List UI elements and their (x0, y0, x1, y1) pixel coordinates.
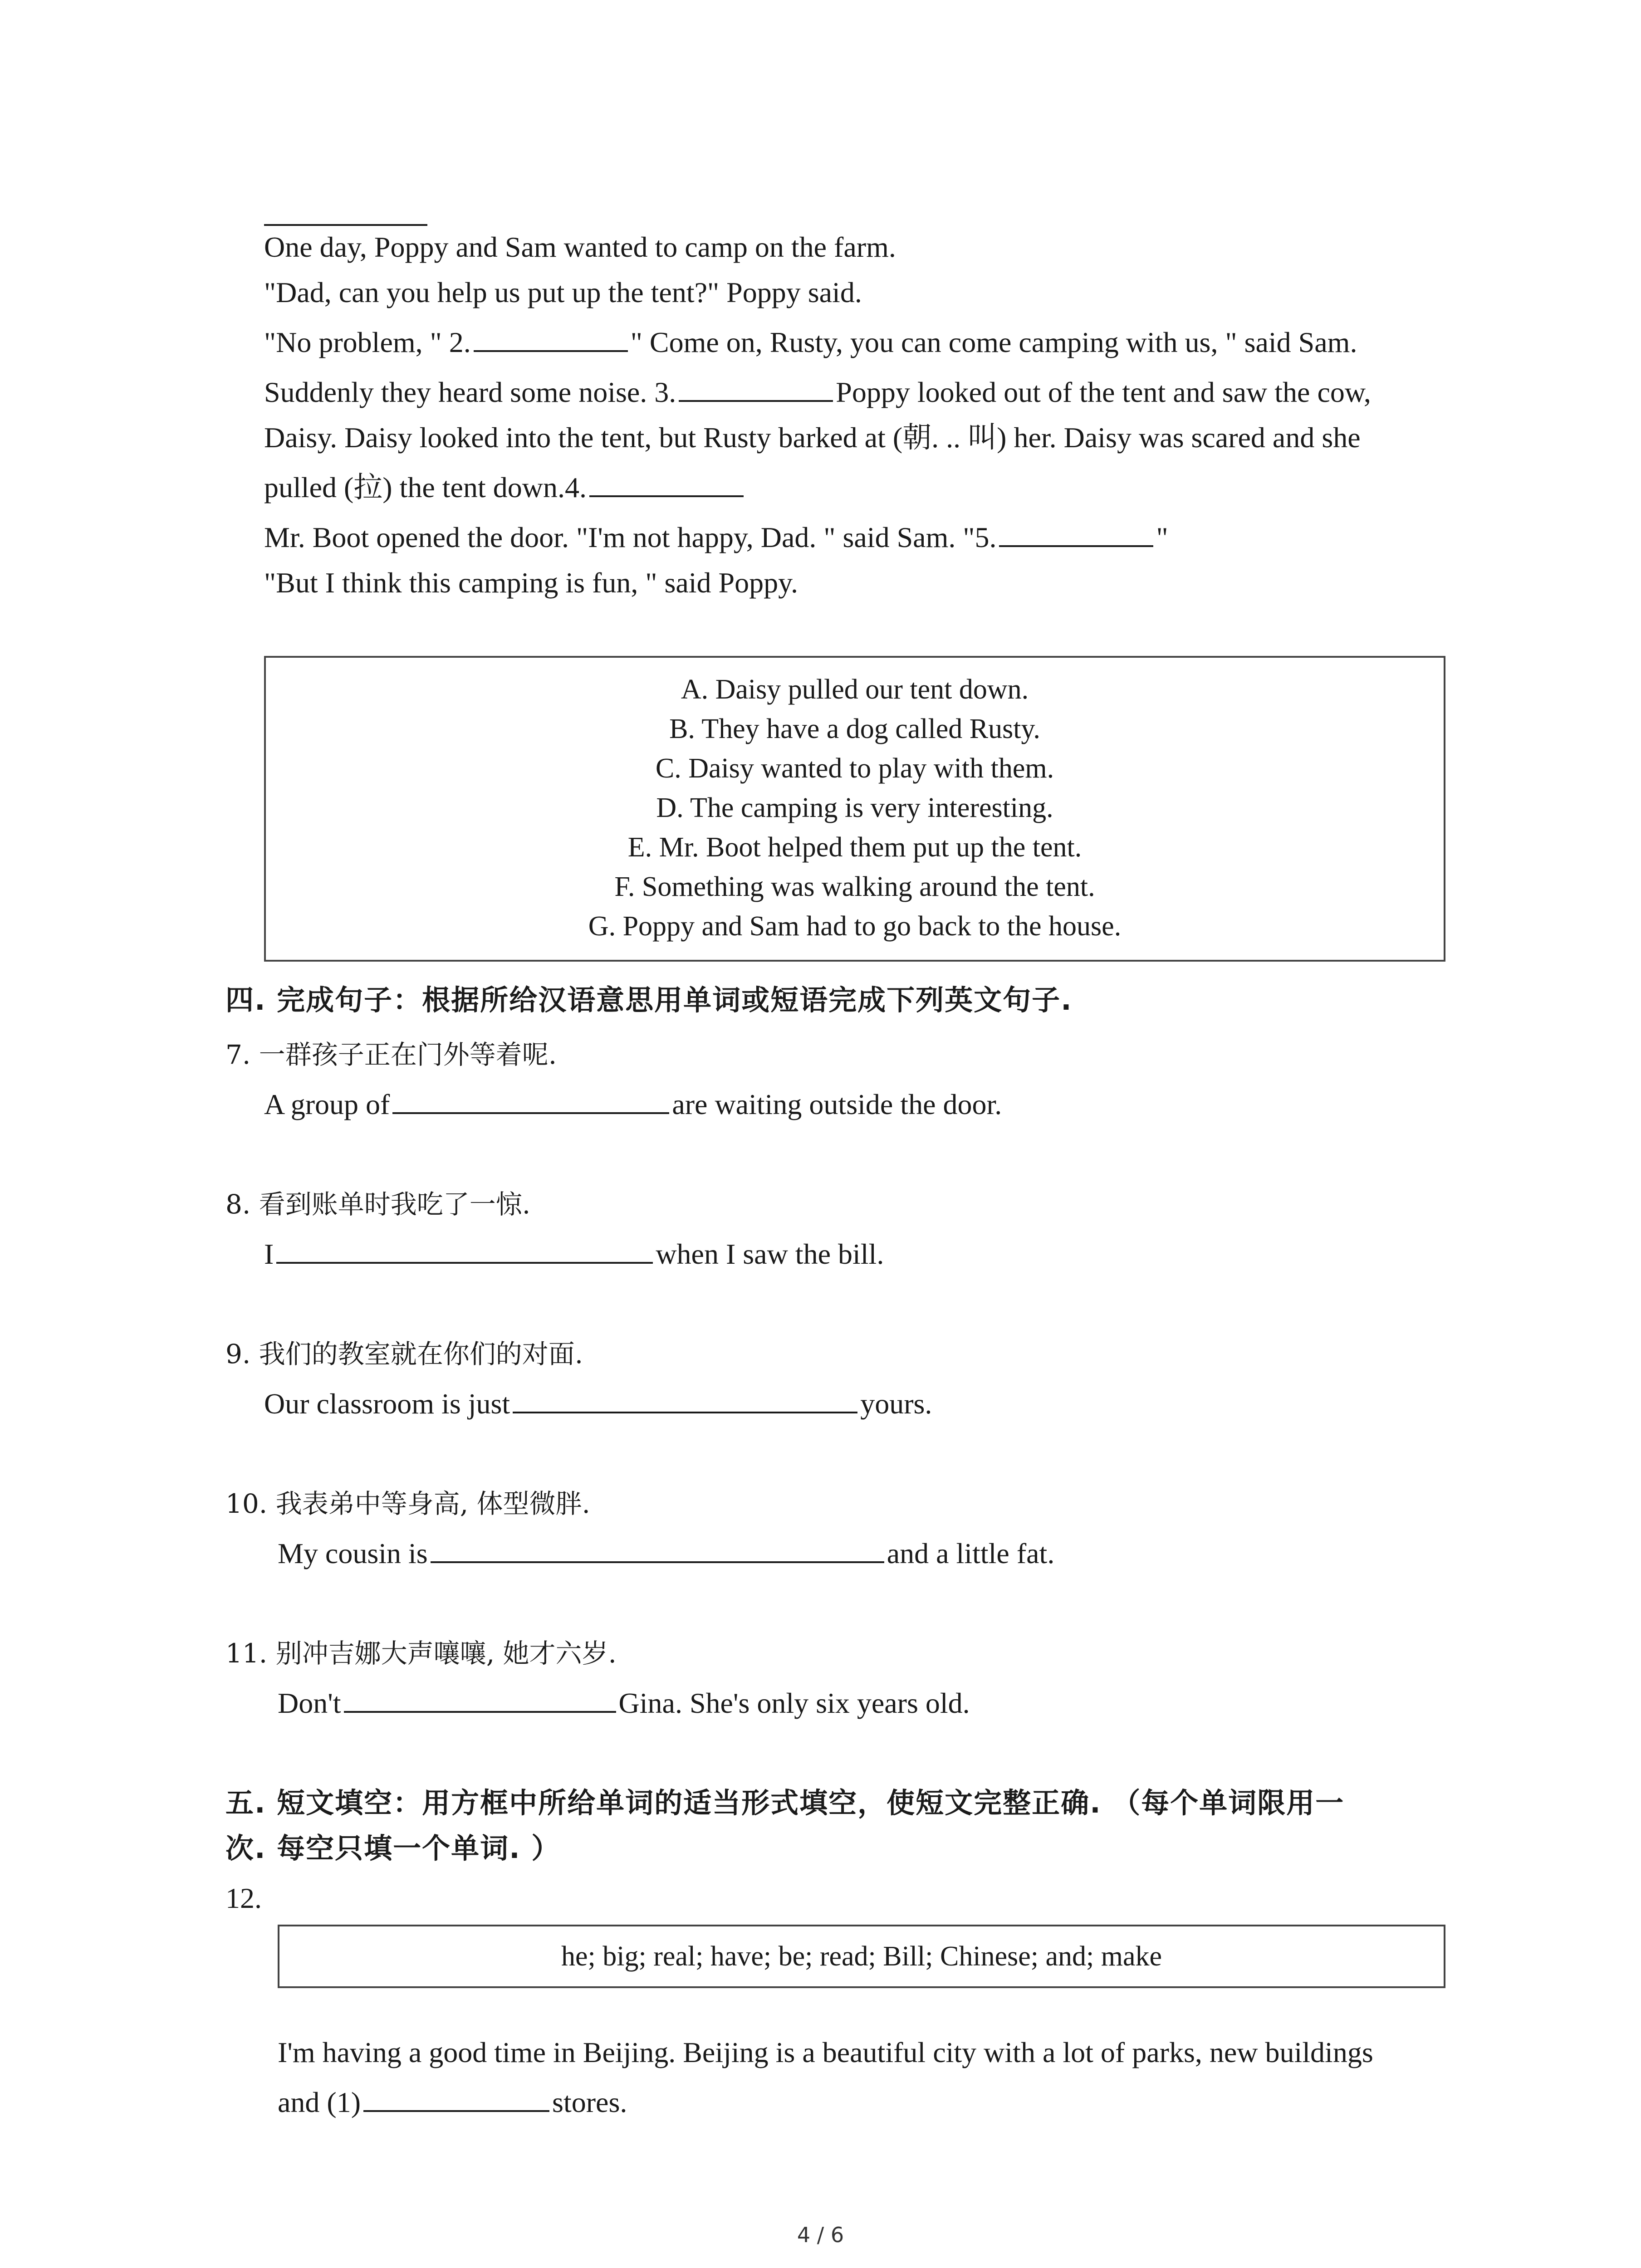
q10-english: My cousin is and a little fat. (278, 1535, 1054, 1572)
q8-blank[interactable] (276, 1237, 653, 1264)
q10-blank[interactable] (431, 1536, 884, 1563)
blank-3[interactable] (679, 375, 833, 402)
q7-english: A group of are waiting outside the door. (264, 1086, 1002, 1123)
q8-english: I when I saw the bill. (264, 1236, 884, 1272)
q11-blank[interactable] (344, 1686, 616, 1713)
option-f: F. Something was walking around the tent. (614, 871, 1095, 902)
q8-chinese: 8. 看到账单时我吃了一惊. (225, 1189, 531, 1220)
story-line-7: Mr. Boot opened the door. "I'm not happy, Dad. " said Sam. "5. " (264, 519, 1168, 556)
option-a: A. Daisy pulled our tent down. (681, 674, 1029, 705)
story-line-5: Daisy. Daisy looked into the tent, but Rusty barked at (朝. .. 叫) her. Daisy was scared and she (264, 421, 1361, 454)
option-c: C. Daisy wanted to play with them. (655, 753, 1054, 784)
q9-blank[interactable] (513, 1386, 857, 1413)
q10-chinese: 10. 我表弟中等身高, 体型微胖. (225, 1488, 590, 1519)
q7-blank[interactable] (392, 1087, 669, 1114)
section-4-heading: 四. 完成句子：根据所给汉语意思用单词或短语完成下列英文句子. (225, 983, 1073, 1017)
passage-line-2: and (1) stores. (278, 2084, 627, 2121)
story-line-4: Suddenly they heard some noise. 3. Poppy looked out of the tent and saw the cow, (264, 374, 1371, 411)
section-5-heading-line-1: 五. 短文填空：用方框中所给单词的适当形式填空，使短文完整正确. （每个单词限用一 (225, 1786, 1345, 1819)
q7-chinese: 7. 一群孩子正在门外等着呢. (225, 1039, 557, 1070)
section-5-heading-line-2: 次. 每空只填一个单词. ） (225, 1832, 561, 1865)
story-line-3: "No problem, " 2. " Come on, Rusty, you can come camping with us, " said Sam. (264, 324, 1357, 361)
word-box-text: he; big; real; have; be; read; Bill; Chinese; and; make (561, 1941, 1162, 1972)
option-d: D. The camping is very interesting. (656, 792, 1053, 823)
option-e: E. Mr. Boot helped them put up the tent. (627, 832, 1082, 863)
word-box (278, 1925, 1445, 1988)
story-line-6: pulled (拉) the tent down.4. (264, 469, 746, 506)
blank-4[interactable] (589, 470, 744, 497)
passage-line-1: I'm having a good time in Beijing. Beijing is a beautiful city with a lot of parks, new buildings (278, 2036, 1373, 2068)
blank-5[interactable] (999, 520, 1153, 547)
q9-english: Our classroom is just yours. (264, 1386, 932, 1422)
story-line-8: "But I think this camping is fun, " said Poppy. (264, 567, 798, 599)
passage-blank-1[interactable] (363, 2085, 549, 2112)
q11-chinese: 11. 别冲吉娜大声嚷嚷, 她才六岁. (225, 1638, 617, 1669)
q9-chinese: 9. 我们的教室就在你们的对面. (225, 1339, 583, 1369)
story-line-1: One day, Poppy and Sam wanted to camp on the farm. (264, 231, 896, 263)
option-g: G. Poppy and Sam had to go back to the house. (588, 911, 1122, 942)
q11-english: Don't Gina. She's only six years old. (278, 1685, 970, 1721)
page-number: 4 / 6 (797, 2223, 844, 2247)
options-box (264, 656, 1445, 962)
blank-2[interactable] (474, 325, 628, 352)
story-line-2: "Dad, can you help us put up the tent?" Poppy said. (264, 276, 862, 308)
option-b: B. They have a dog called Rusty. (669, 714, 1040, 744)
blank-1-line (264, 224, 427, 226)
q12-number: 12. (225, 1882, 262, 1914)
